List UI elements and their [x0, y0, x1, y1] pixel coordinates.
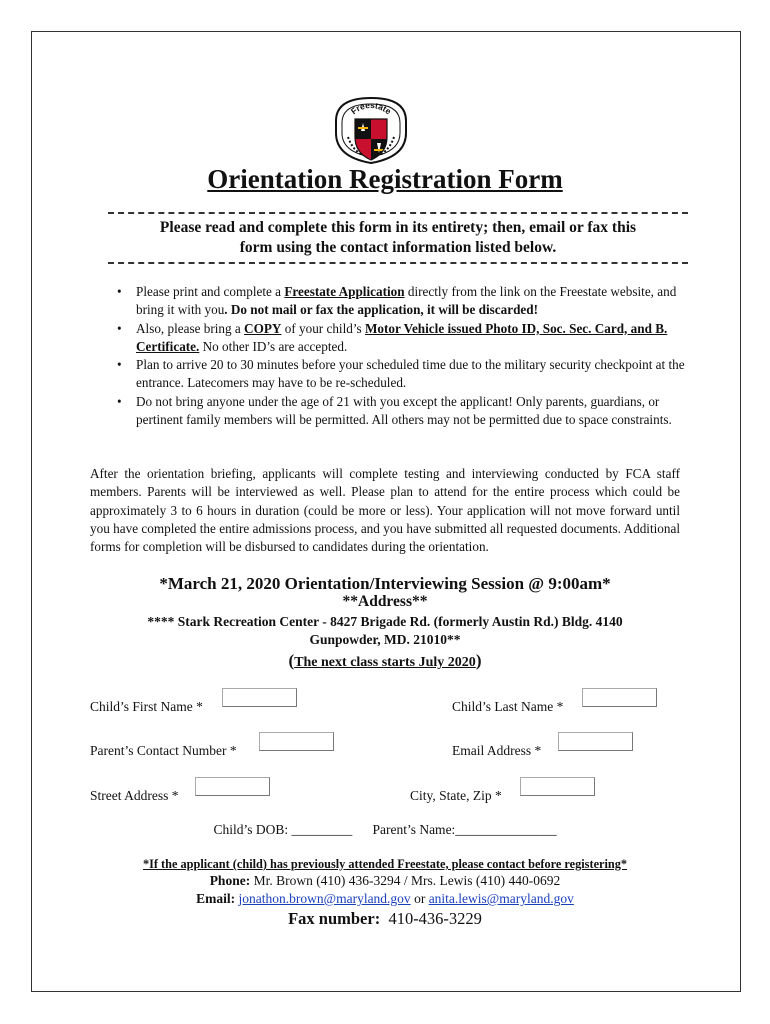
address-line-2: Gunpowder, MD. 21010** [309, 632, 461, 647]
bullet-text: Also, please bring a [136, 320, 245, 336]
bullet-emphasis: COPY [244, 320, 282, 336]
phone-label: Phone: [209, 873, 251, 888]
email-or: or [410, 891, 429, 906]
email-address-input[interactable] [558, 732, 633, 751]
child-first-name-label: Child’s First Name * [90, 699, 203, 714]
bullet-text: of your child’s [281, 320, 365, 336]
parent-name-label: Parent’s Name: [372, 822, 456, 837]
parent-name-blank: _______________ [455, 822, 557, 837]
freestate-seal-logo [328, 93, 414, 165]
address-line-1: **** Stark Recreation Center - 8427 Brigade Rd. (formerly Austin Rd.) Bldg. 4140 [147, 614, 623, 629]
bullet-text: Plan to arrive 20 to 30 minutes before your scheduled time due to the military security checkpoint at the entrance. Latecomers may have to be re-scheduled. [136, 357, 685, 391]
intro-instructions [108, 218, 688, 258]
bullet-text: Please print and complete a [136, 284, 285, 299]
list-item [115, 393, 693, 430]
fax-line [0, 909, 770, 929]
session-date: *March 21, 2020 Orientation/Interviewing Session @ 9:00am* [159, 574, 611, 593]
city-state-zip-input[interactable] [520, 777, 595, 796]
email-link-brown[interactable]: jonathon.brown@maryland.gov [238, 891, 411, 906]
email-link-lewis[interactable]: anita.lewis@maryland.gov [428, 891, 574, 906]
bullet-emphasis: Motor Vehicle issued Photo ID, Soc. Sec. Card, and B. Certificate. [136, 320, 668, 354]
phone-line [0, 873, 770, 889]
parent-contact-input[interactable] [259, 732, 334, 751]
previous-attendee-note: *If the applicant (child) has previously attended Freestate, please contact before registering* [142, 857, 628, 871]
seal-ring-text: Freestate [348, 99, 394, 117]
city-state-zip-label: City, State, Zip * [410, 788, 502, 803]
intro-line-2: form using the contact information listed below. [239, 239, 557, 256]
email-line [0, 891, 770, 907]
fax-label: Fax number: [288, 909, 381, 928]
child-last-name-input[interactable] [582, 688, 657, 707]
dob-blank: _________ [291, 822, 353, 837]
bullet-text: No other ID’s are accepted. [199, 338, 348, 354]
list-item [115, 283, 693, 320]
child-last-name-label: Child’s Last Name * [452, 699, 564, 714]
bullet-text: directly from the link on the Freestate website, and bring it with you [136, 284, 677, 318]
next-class-text: The next class starts July 2020 [294, 655, 476, 670]
dob-label: Child’s DOB: [213, 822, 289, 837]
fax-value: 410-436-3229 [388, 909, 482, 928]
bullet-warning: . Do not mail or fax the application, it will be discarded! [224, 302, 538, 318]
bullet-text: Do not bring anyone under the age of 21 with you except the applicant! Only parents, guardians, or pertinent family members will be permitted. All others may not be permitted due to space constraints. [136, 393, 672, 428]
street-address-input[interactable] [195, 777, 270, 796]
street-address-label: Street Address * [90, 788, 179, 803]
email-address-label: Email Address * [452, 743, 542, 758]
freestate-application-link[interactable]: Freestate Application [284, 284, 405, 299]
address-label: **Address** [342, 593, 428, 610]
phone-value: Mr. Brown (410) 436-3294 / Mrs. Lewis (410) 440-0692 [250, 873, 561, 888]
email-label: Email: [196, 891, 236, 906]
list-item [115, 320, 693, 357]
orientation-paragraph: After the orientation briefing, applicants will complete testing and interviewing conducted by FCA staff members. Parents will be interviewed as well. Please plan to attend for the entire process which could be approximately 3 to 6 hours in duration (could be more or less). Your application will not move forward until you have completed the entire admissions process, and you have submitted all requested documents. Additional forms for completion will be disbursed to candidates during the orientation. [90, 466, 680, 555]
parent-contact-label: Parent’s Contact Number * [90, 743, 237, 758]
instructions-list [115, 283, 693, 429]
page-title: Orientation Registration Form [207, 164, 563, 194]
intro-line-1: Please read and complete this form in its entirety; then, email or fax this [159, 219, 637, 236]
list-item [115, 356, 693, 393]
child-first-name-input[interactable] [222, 688, 297, 707]
next-class-note: (The next class starts July 2020) [288, 651, 482, 670]
dob-parent-name-line [0, 822, 770, 838]
